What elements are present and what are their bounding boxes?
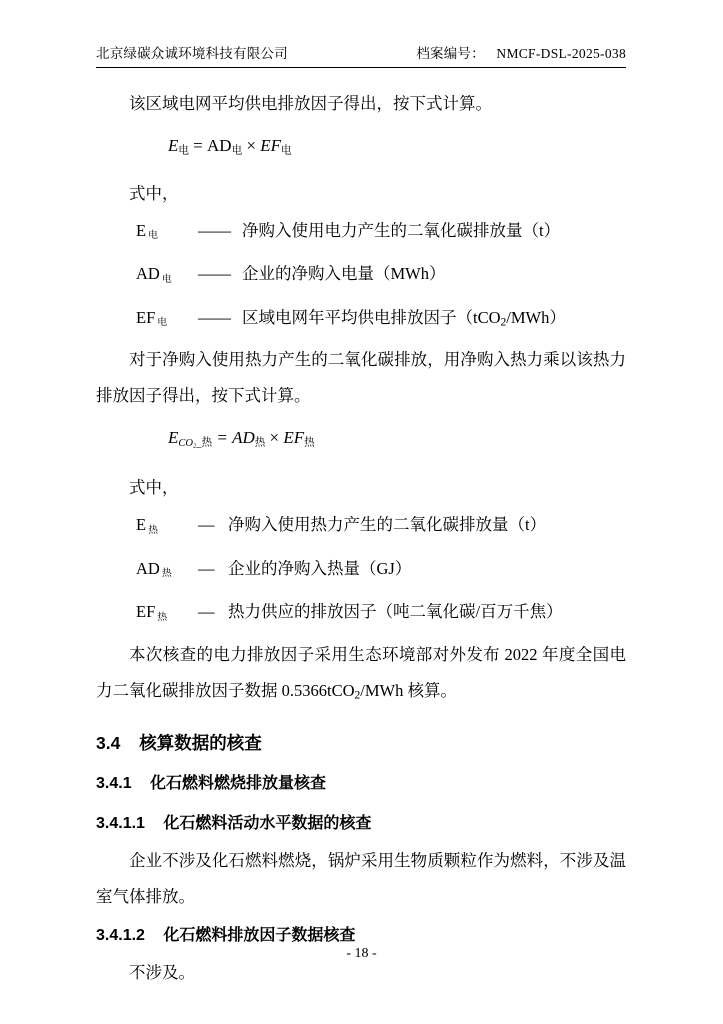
- heading-title: 核算数据的核查: [139, 732, 262, 753]
- definition-ad-heat: [96, 550, 626, 593]
- heading-number: 3.4: [96, 732, 121, 753]
- heading-3-4: [96, 723, 626, 763]
- page-footer: [0, 946, 723, 962]
- page-header: [96, 42, 626, 66]
- heading-title: 化石燃料排放因子数据核查: [163, 926, 356, 944]
- heading-number: 3.4.1.2: [96, 926, 145, 944]
- definition-dash: —: [198, 602, 215, 622]
- heading-title: 化石燃料活动水平数据的核查: [163, 814, 372, 832]
- shizhong-label-1: 式中，: [129, 183, 179, 203]
- header-archive: [416, 42, 626, 62]
- paragraph-3-4-1-2-body: 不涉及。: [129, 962, 195, 982]
- heading-3-4-1-1: [96, 805, 626, 843]
- definition-e-electricity: [96, 212, 626, 255]
- definition-symbol: AD $_热$: [136, 558, 172, 580]
- paragraph-3-4-1-1-body: 企业不涉及化石燃料燃烧，锅炉采用生物质颗粒作为燃料，不涉及温室气体排放。: [96, 850, 626, 906]
- header-company-name: 北京绿碳众诚环境科技有限公司: [96, 46, 288, 61]
- page-content: [96, 42, 626, 991]
- definition-symbol: EF $_热$: [136, 602, 168, 623]
- definition-description: 区域电网年平均供电排放因子（tCO$_2$/MWh）: [242, 307, 566, 328]
- page-number: - 18 -: [346, 946, 377, 961]
- heading-number: 3.4.1: [96, 774, 132, 792]
- definition-dash: ——: [198, 264, 231, 284]
- definition-symbol: EF $_电$: [136, 307, 168, 329]
- paragraph-electricity-intro: 该区域电网平均供电排放因子得出，按下式计算。: [129, 94, 492, 113]
- definition-description: 企业的净购入电量（MWh）: [242, 264, 446, 284]
- archive-code: NMCF-DSL-2025-038: [496, 46, 626, 61]
- definition-dash: ——: [198, 307, 231, 327]
- formula-heat: $E_{CO_2\_热} = AD_热 \times EF_热$: [168, 428, 315, 450]
- definition-description: 热力供应的排放因子（吨二氧化碳/百万千焦）: [228, 602, 563, 622]
- definition-symbol: E $_电$: [136, 220, 158, 242]
- definition-dash: ——: [198, 220, 231, 240]
- definition-ef-heat: [96, 593, 626, 636]
- archive-label: 档案编号：: [416, 46, 485, 61]
- heading-number: 3.4.1.1: [96, 814, 145, 832]
- definition-ef-electricity: [96, 299, 626, 342]
- definition-description: 净购入使用热力产生的二氧化碳排放量（t）: [228, 515, 547, 535]
- shizhong-label-2: 式中，: [129, 478, 179, 498]
- paragraph-emission-factor-source: 本次核查的电力排放因子采用生态环境部对外发布 2022 年度全国电力二氧化碳排放因子数据 0.5366tCO$_2$/MWh 核算。: [96, 644, 626, 701]
- definition-dash: —: [198, 558, 215, 578]
- header-divider: [96, 67, 626, 68]
- definition-ad-electricity: [96, 255, 626, 298]
- definition-symbol: AD $_电$: [136, 264, 172, 285]
- heading-title: 化石燃料燃烧排放量核查: [150, 774, 327, 792]
- definition-description: 企业的净购入热量（GJ）: [228, 558, 412, 578]
- formula-electricity: $E_电 = AD_电 \times EF_电$: [168, 136, 292, 157]
- paragraph-heat-intro: 对于净购入使用热力产生的二氧化碳排放，用净购入热力乘以该热力排放因子得出，按下式计算。: [96, 350, 626, 406]
- definition-dash: —: [198, 515, 215, 535]
- definition-symbol: E $_热$: [136, 515, 158, 536]
- heading-3-4-1: [96, 765, 626, 803]
- definition-e-heat: [96, 506, 626, 549]
- definition-description: 净购入使用电力产生的二氧化碳排放量（t）: [242, 220, 561, 240]
